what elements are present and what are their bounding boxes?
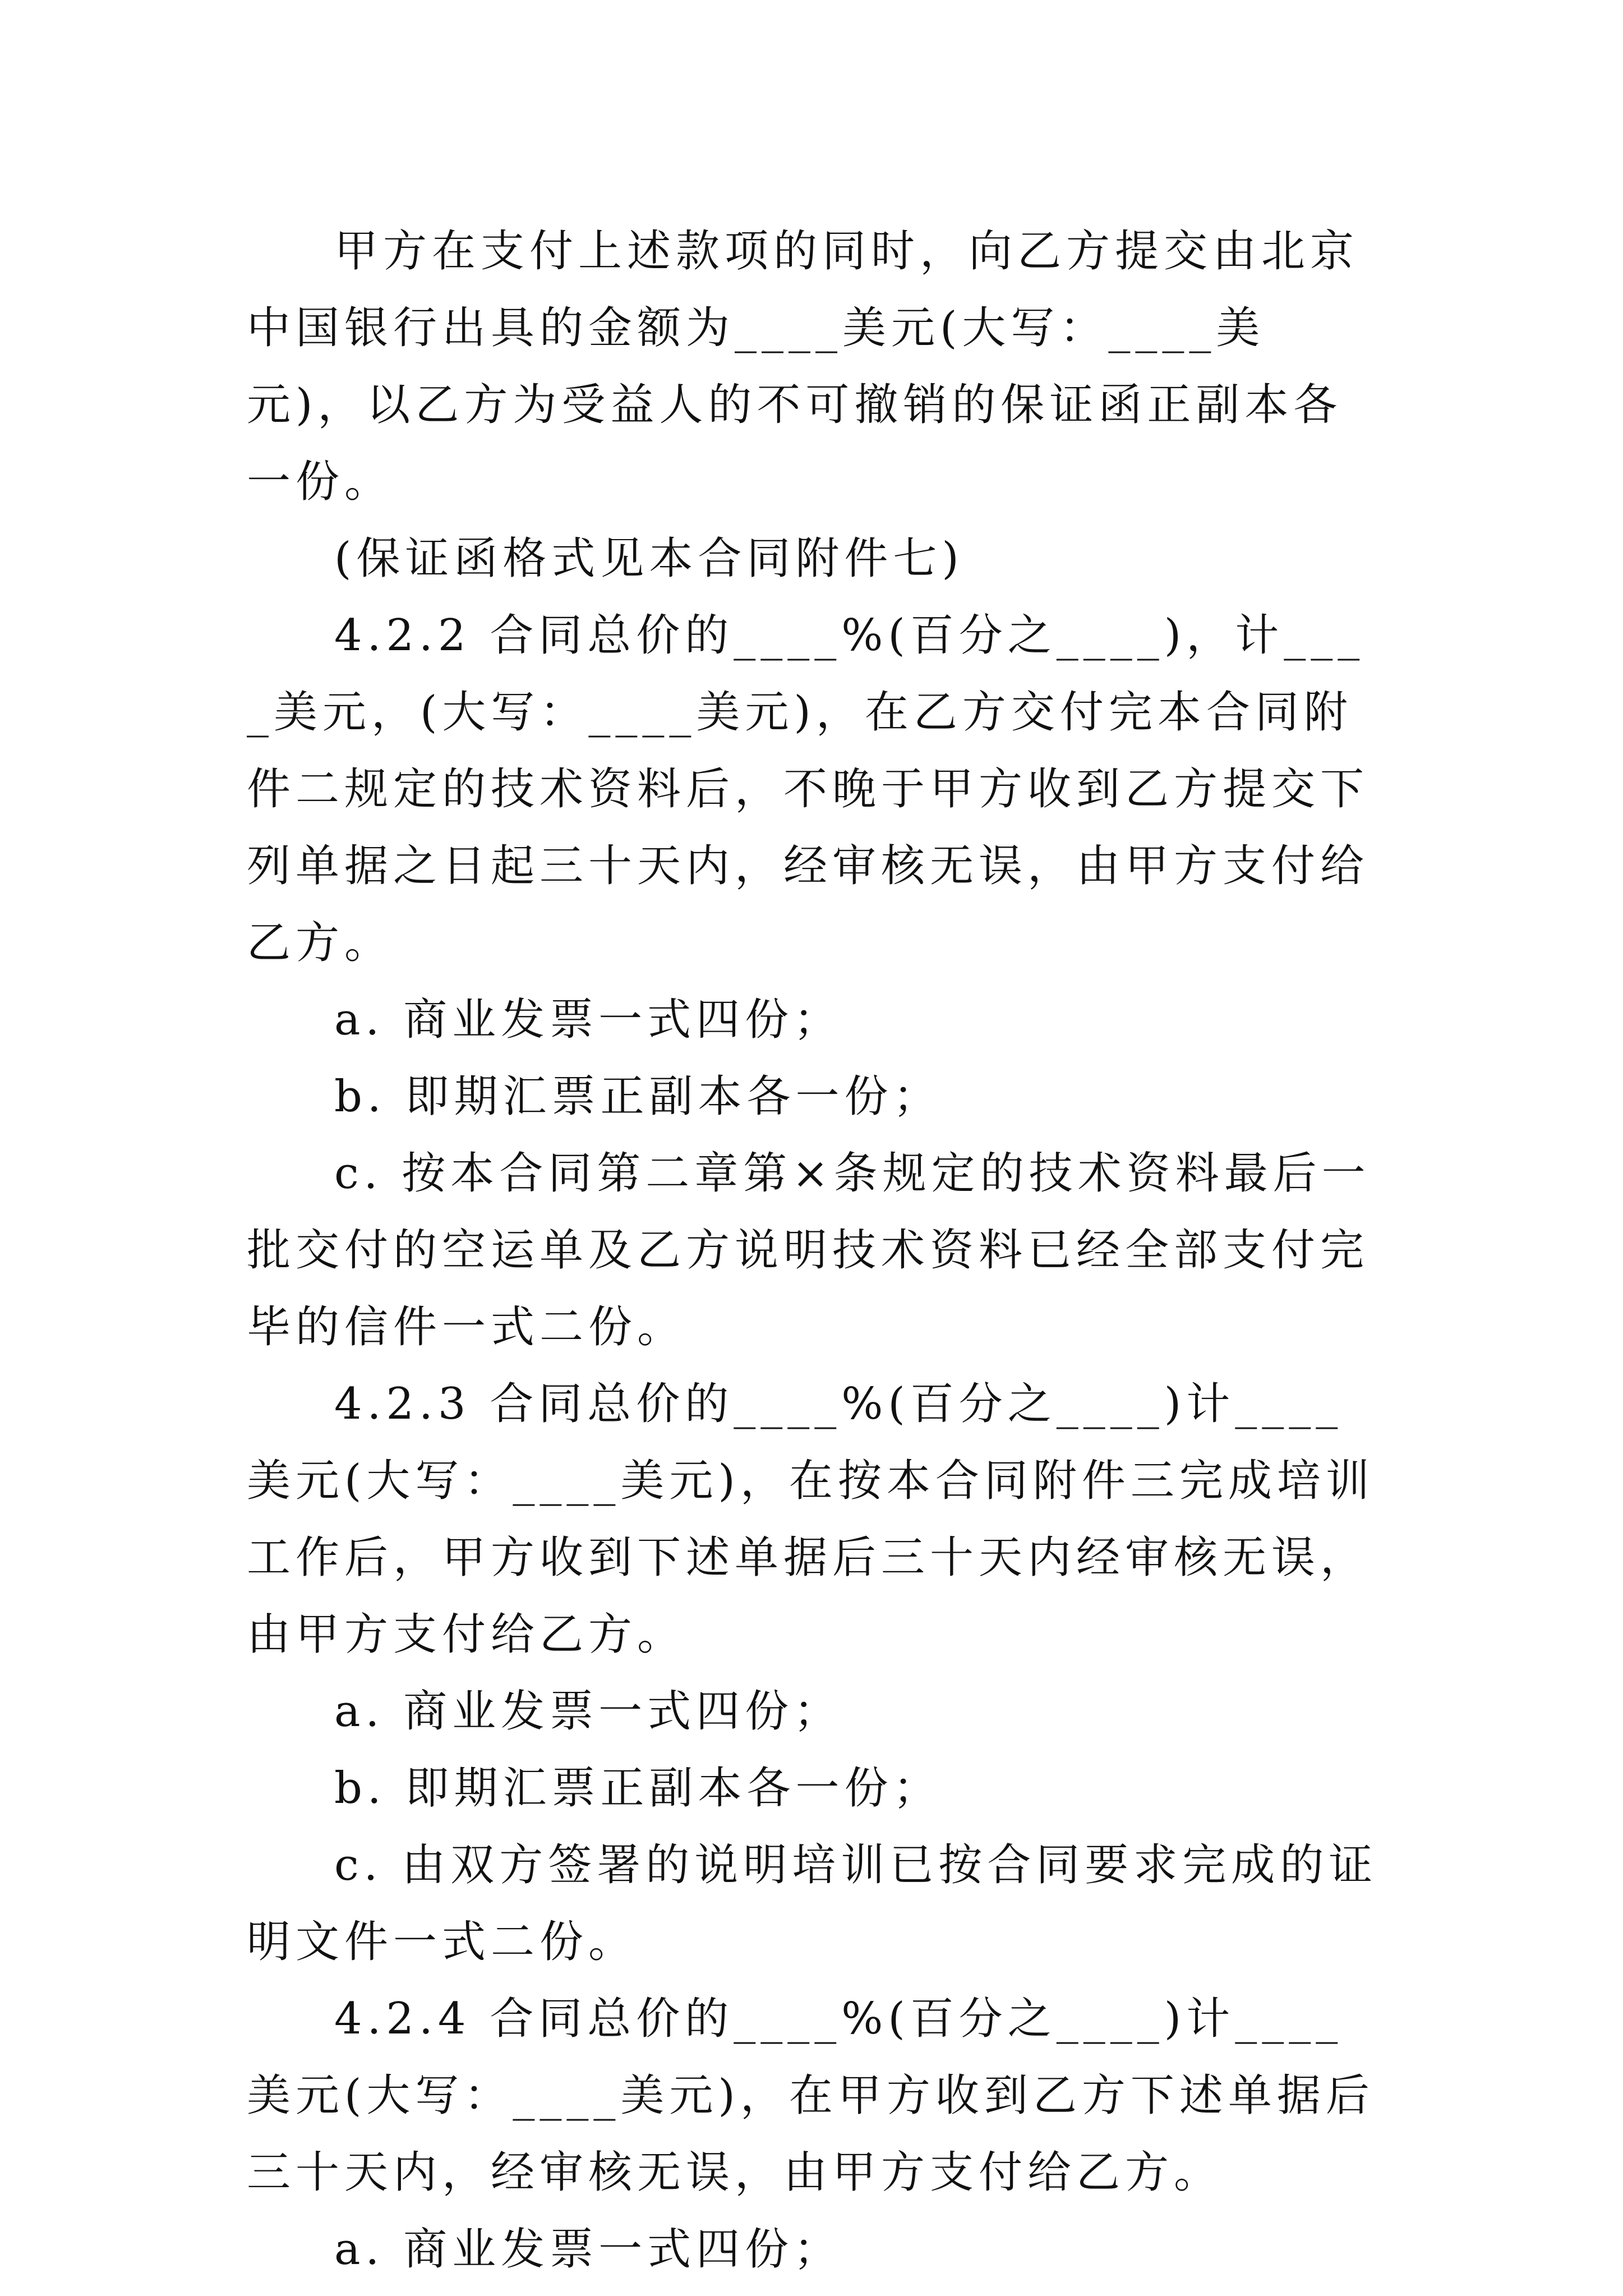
paragraph-clause-4-2-4: 4.2.4 合同总价的____%(百分之____)计____美元(大写：____美元)，在甲方收到乙方下述单据后三十天内，经审核无误，由甲方支付给乙方。 <box>247 1994 1375 2198</box>
paragraph-guarantee-letter: 甲方在支付上述款项的同时，向乙方提交由北京中国银行出具的金额为____美元(大写：____美元)，以乙方为受益人的不可撤销的保证函正副本各一份。 <box>247 226 1359 507</box>
list-item-sight-draft: b. 即期汇票正副本各一份； <box>334 1763 942 1814</box>
paragraph-guarantee-format-note: (保证函格式见本合同附件七) <box>334 533 964 584</box>
list-item-sight-draft: b. 即期汇票正副本各一份； <box>334 1071 942 1122</box>
document-body <box>247 213 1380 2288</box>
list-item-training-certificate: c. 由双方签署的说明培训已按合同要求完成的证明文件一式二份。 <box>247 1840 1378 1967</box>
list-item-airway-bill: c. 按本合同第二章第×条规定的技术资料最后一批交付的空运单及乙方说明技术资料已经全部支付完毕的信件一式二份。 <box>247 1148 1371 1352</box>
list-item-commercial-invoice: a. 商业发票一式四份； <box>334 995 843 1045</box>
paragraph-clause-4-2-3: 4.2.3 合同总价的____%(百分之____)计____美元(大写：____美元)，在按本合同附件三完成培训工作后，甲方收到下述单据后三十天内经审核无误，由甲方支付给乙方。 <box>247 1379 1375 1660</box>
list-item-commercial-invoice: a. 商业发票一式四份； <box>334 2224 843 2275</box>
paragraph-clause-4-2-2: 4.2.2 合同总价的____%(百分之____)，计____美元，(大写：____美元)，在乙方交付完本合同附件二规定的技术资料后，不晚于甲方收到乙方提交下列单据之日起三十天内，经审核无误，由甲方支付给乙方。 <box>247 610 1370 968</box>
list-item-commercial-invoice: a. 商业发票一式四份； <box>334 1686 843 1737</box>
